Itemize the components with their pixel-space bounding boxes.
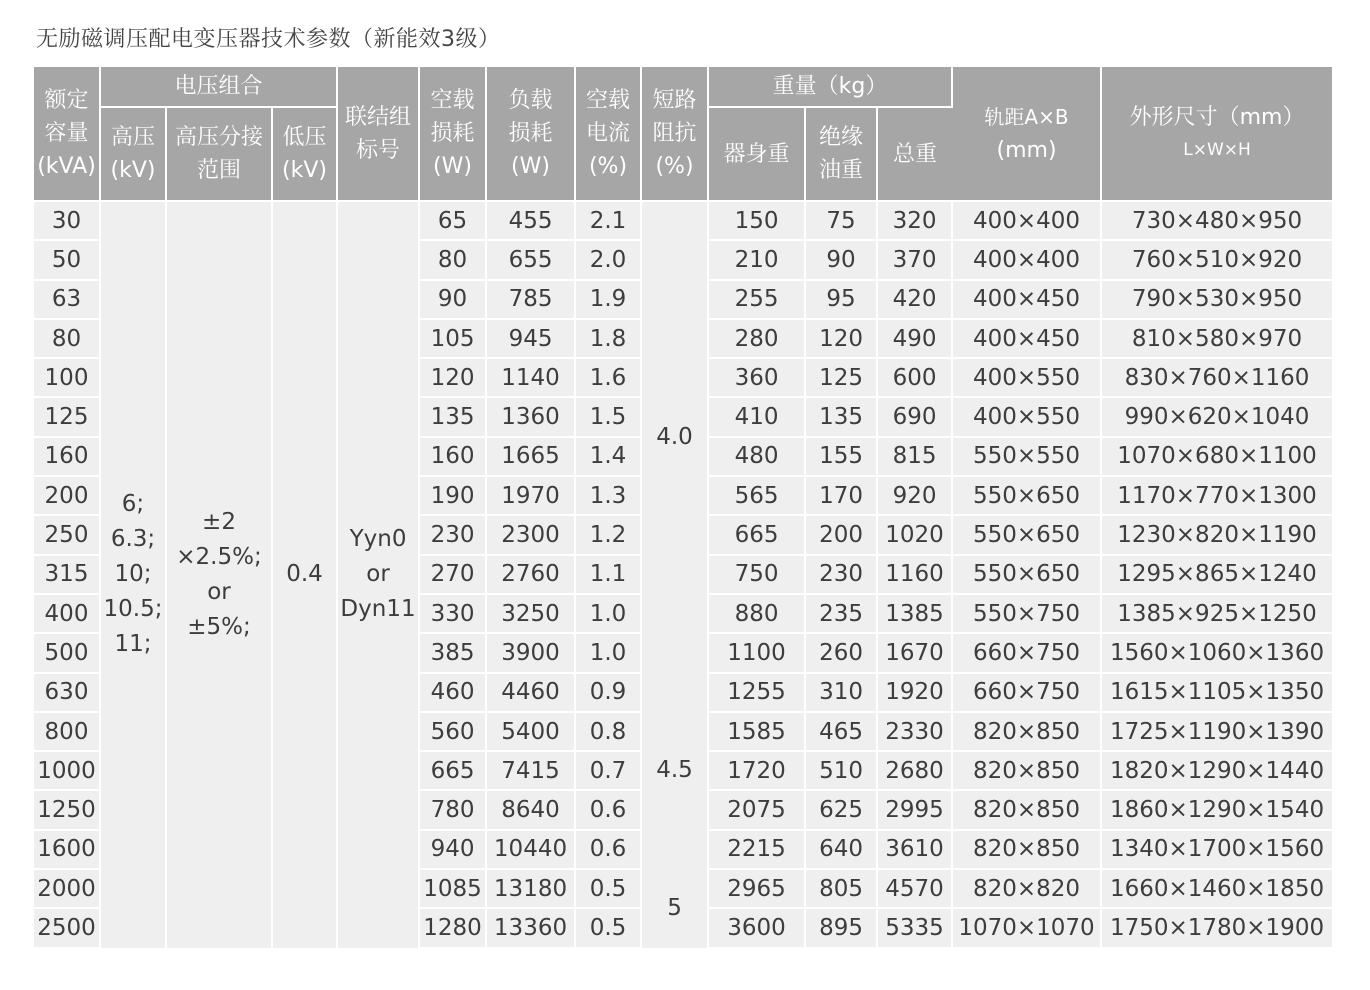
cell-dimensions: 1820×1290×1440 <box>1101 751 1332 790</box>
cell-oil-weight: 75 <box>805 201 877 240</box>
cell-no-load-current: 1.9 <box>575 280 641 319</box>
cell-load-loss: 2300 <box>486 515 575 554</box>
cell-total-weight: 2680 <box>877 751 952 790</box>
cell-oil-weight: 510 <box>805 751 877 790</box>
cell-total-weight: 1920 <box>877 673 952 712</box>
cell-body-weight: 210 <box>708 240 805 279</box>
cell-capacity: 2500 <box>34 908 100 947</box>
cell-body-weight: 410 <box>708 397 805 436</box>
cell-no-load-loss: 65 <box>419 201 486 240</box>
cell-capacity: 1000 <box>34 751 100 790</box>
cell-no-load-current: 1.5 <box>575 397 641 436</box>
cell-no-load-current: 2.1 <box>575 201 641 240</box>
cell-no-load-loss: 1280 <box>419 908 486 947</box>
cell-load-loss: 785 <box>486 280 575 319</box>
cell-gauge: 400×550 <box>952 397 1101 436</box>
cell-oil-weight: 170 <box>805 476 877 515</box>
cell-no-load-current: 1.6 <box>575 358 641 397</box>
header-impedance: 短路 阻抗 (%) <box>641 67 708 201</box>
cell-oil-weight: 640 <box>805 830 877 869</box>
cell-total-weight: 370 <box>877 240 952 279</box>
cell-load-loss: 1140 <box>486 358 575 397</box>
cell-no-load-current: 1.0 <box>575 633 641 672</box>
cell-total-weight: 815 <box>877 437 952 476</box>
cell-no-load-loss: 780 <box>419 790 486 829</box>
cell-capacity: 800 <box>34 712 100 751</box>
cell-total-weight: 3610 <box>877 830 952 869</box>
cell-no-load-loss: 385 <box>419 633 486 672</box>
header-hv-tap: 高压分接 范围 <box>166 107 272 201</box>
cell-no-load-current: 0.5 <box>575 908 641 947</box>
cell-oil-weight: 125 <box>805 358 877 397</box>
cell-body-weight: 880 <box>708 594 805 633</box>
cell-capacity: 200 <box>34 476 100 515</box>
header-lv: 低压 (kV) <box>272 107 337 201</box>
cell-body-weight: 2215 <box>708 830 805 869</box>
cell-oil-weight: 120 <box>805 319 877 358</box>
cell-oil-weight: 465 <box>805 712 877 751</box>
header-dimensions: 外形尺寸（mm） L×W×H <box>1101 67 1332 201</box>
cell-body-weight: 2075 <box>708 790 805 829</box>
cell-body-weight: 1255 <box>708 673 805 712</box>
cell-dimensions: 1860×1290×1540 <box>1101 790 1332 829</box>
header-hv: 高压 (kV) <box>100 107 166 201</box>
header-body-weight: 器身重 <box>708 107 805 201</box>
cell-hv-line: 6.3; <box>110 526 156 553</box>
cell-body-weight: 480 <box>708 437 805 476</box>
cell-no-load-current: 0.6 <box>575 830 641 869</box>
cell-oil-weight: 95 <box>805 280 877 319</box>
cell-no-load-loss: 560 <box>419 712 486 751</box>
cell-body-weight: 1585 <box>708 712 805 751</box>
cell-total-weight: 1670 <box>877 633 952 672</box>
cell-body-weight: 150 <box>708 201 805 240</box>
header-connection: 联结组 标号 <box>337 67 419 201</box>
cell-no-load-current: 1.3 <box>575 476 641 515</box>
cell-oil-weight: 90 <box>805 240 877 279</box>
cell-connection <box>337 201 419 948</box>
cell-no-load-current: 1.1 <box>575 555 641 594</box>
cell-gauge: 820×850 <box>952 790 1101 829</box>
cell-capacity: 500 <box>34 633 100 672</box>
cell-gauge: 550×650 <box>952 555 1101 594</box>
cell-dimensions: 1750×1780×1900 <box>1101 908 1332 947</box>
cell-body-weight: 2965 <box>708 869 805 908</box>
cell-no-load-loss: 230 <box>419 515 486 554</box>
cell-impedance: 4.0 <box>641 201 708 673</box>
cell-gauge: 1070×1070 <box>952 908 1101 947</box>
header-capacity: 额定 容量 (kVA) <box>34 67 100 201</box>
cell-oil-weight: 310 <box>805 673 877 712</box>
cell-load-loss: 3900 <box>486 633 575 672</box>
cell-load-loss: 3250 <box>486 594 575 633</box>
cell-dimensions: 1560×1060×1360 <box>1101 633 1332 672</box>
cell-capacity: 50 <box>34 240 100 279</box>
cell-dimensions: 1295×865×1240 <box>1101 555 1332 594</box>
cell-no-load-current: 0.8 <box>575 712 641 751</box>
cell-body-weight: 3600 <box>708 908 805 947</box>
cell-hv-tap-line: ×2.5%; <box>176 543 262 570</box>
cell-load-loss: 945 <box>486 319 575 358</box>
cell-capacity: 250 <box>34 515 100 554</box>
cell-hv-tap-line: or <box>207 578 231 605</box>
cell-no-load-current: 0.6 <box>575 790 641 829</box>
cell-no-load-current: 1.2 <box>575 515 641 554</box>
cell-capacity: 2000 <box>34 869 100 908</box>
cell-no-load-current: 1.0 <box>575 594 641 633</box>
cell-dimensions: 1385×925×1250 <box>1101 594 1332 633</box>
cell-load-loss: 4460 <box>486 673 575 712</box>
cell-oil-weight: 235 <box>805 594 877 633</box>
cell-gauge: 400×400 <box>952 240 1101 279</box>
cell-no-load-loss: 160 <box>419 437 486 476</box>
header-weight: 重量（kg） <box>708 67 952 107</box>
cell-gauge: 820×820 <box>952 869 1101 908</box>
cell-no-load-loss: 940 <box>419 830 486 869</box>
cell-no-load-loss: 665 <box>419 751 486 790</box>
cell-gauge: 820×850 <box>952 830 1101 869</box>
cell-total-weight: 1385 <box>877 594 952 633</box>
cell-dimensions: 1070×680×1100 <box>1101 437 1332 476</box>
cell-capacity: 630 <box>34 673 100 712</box>
cell-dimensions: 1660×1460×1850 <box>1101 869 1332 908</box>
cell-capacity: 63 <box>34 280 100 319</box>
cell-dimensions: 1725×1190×1390 <box>1101 712 1332 751</box>
cell-body-weight: 750 <box>708 555 805 594</box>
cell-load-loss: 1360 <box>486 397 575 436</box>
cell-no-load-loss: 135 <box>419 397 486 436</box>
cell-impedance: 5 <box>641 869 708 948</box>
cell-gauge: 400×550 <box>952 358 1101 397</box>
cell-total-weight: 690 <box>877 397 952 436</box>
cell-oil-weight: 260 <box>805 633 877 672</box>
cell-total-weight: 5335 <box>877 908 952 947</box>
cell-no-load-loss: 270 <box>419 555 486 594</box>
cell-no-load-current: 0.9 <box>575 673 641 712</box>
cell-gauge: 820×850 <box>952 712 1101 751</box>
cell-gauge: 550×750 <box>952 594 1101 633</box>
cell-hv-line: 10.5; <box>103 596 163 623</box>
cell-load-loss: 455 <box>486 201 575 240</box>
cell-dimensions: 1340×1700×1560 <box>1101 830 1332 869</box>
cell-capacity: 30 <box>34 201 100 240</box>
cell-capacity: 160 <box>34 437 100 476</box>
cell-dimensions: 830×760×1160 <box>1101 358 1332 397</box>
cell-load-loss: 13180 <box>486 869 575 908</box>
header-total-weight: 总重 <box>877 107 952 201</box>
cell-connection-line: Dyn11 <box>340 596 416 623</box>
cell-no-load-current: 1.4 <box>575 437 641 476</box>
cell-gauge: 550×650 <box>952 476 1101 515</box>
cell-gauge: 660×750 <box>952 673 1101 712</box>
cell-hv-tap-line: ±2 <box>202 508 236 535</box>
cell-total-weight: 920 <box>877 476 952 515</box>
cell-oil-weight: 200 <box>805 515 877 554</box>
cell-load-loss: 2760 <box>486 555 575 594</box>
cell-no-load-loss: 80 <box>419 240 486 279</box>
table-body <box>34 201 1332 948</box>
cell-body-weight: 565 <box>708 476 805 515</box>
cell-dimensions: 1170×770×1300 <box>1101 476 1332 515</box>
cell-no-load-loss: 330 <box>419 594 486 633</box>
cell-connection-line: or <box>366 561 390 588</box>
cell-body-weight: 1720 <box>708 751 805 790</box>
spec-table <box>34 67 1332 949</box>
cell-capacity: 1600 <box>34 830 100 869</box>
cell-no-load-loss: 190 <box>419 476 486 515</box>
cell-gauge: 550×650 <box>952 515 1101 554</box>
cell-impedance: 4.5 <box>641 673 708 869</box>
cell-hv-line: 11; <box>114 631 152 658</box>
cell-gauge: 820×850 <box>952 751 1101 790</box>
cell-load-loss: 1665 <box>486 437 575 476</box>
cell-dimensions: 990×620×1040 <box>1101 397 1332 436</box>
cell-total-weight: 1160 <box>877 555 952 594</box>
cell-lv: 0.4 <box>272 201 337 948</box>
cell-total-weight: 2330 <box>877 712 952 751</box>
page-title: 无励磁调压配电变压器技术参数（新能效3级） <box>36 27 501 52</box>
cell-dimensions: 1615×1105×1350 <box>1101 673 1332 712</box>
cell-capacity: 1250 <box>34 790 100 829</box>
cell-no-load-current: 0.7 <box>575 751 641 790</box>
cell-no-load-current: 2.0 <box>575 240 641 279</box>
cell-capacity: 100 <box>34 358 100 397</box>
cell-capacity: 400 <box>34 594 100 633</box>
cell-dimensions: 810×580×970 <box>1101 319 1332 358</box>
cell-oil-weight: 625 <box>805 790 877 829</box>
header-oil-weight: 绝缘 油重 <box>805 107 877 201</box>
cell-gauge: 550×550 <box>952 437 1101 476</box>
cell-total-weight: 490 <box>877 319 952 358</box>
cell-body-weight: 1100 <box>708 633 805 672</box>
cell-body-weight: 360 <box>708 358 805 397</box>
cell-load-loss: 7415 <box>486 751 575 790</box>
cell-hv-line: 6; <box>121 491 145 518</box>
cell-total-weight: 2995 <box>877 790 952 829</box>
cell-no-load-loss: 90 <box>419 280 486 319</box>
cell-hv-line: 10; <box>114 561 152 588</box>
cell-oil-weight: 230 <box>805 555 877 594</box>
cell-capacity: 125 <box>34 397 100 436</box>
header-no-load-loss: 空载 损耗 (W) <box>419 67 486 201</box>
header-load-loss: 负载 损耗 (W) <box>486 67 575 201</box>
cell-hv-tap <box>166 201 272 948</box>
cell-body-weight: 280 <box>708 319 805 358</box>
cell-body-weight: 665 <box>708 515 805 554</box>
cell-load-loss: 655 <box>486 240 575 279</box>
cell-load-loss: 10440 <box>486 830 575 869</box>
cell-total-weight: 4570 <box>877 869 952 908</box>
cell-oil-weight: 895 <box>805 908 877 947</box>
cell-hv-tap-line: ±5%; <box>187 613 251 640</box>
cell-dimensions: 790×530×950 <box>1101 280 1332 319</box>
cell-no-load-loss: 105 <box>419 319 486 358</box>
cell-body-weight: 255 <box>708 280 805 319</box>
cell-oil-weight: 805 <box>805 869 877 908</box>
cell-no-load-loss: 120 <box>419 358 486 397</box>
cell-total-weight: 600 <box>877 358 952 397</box>
cell-no-load-loss: 460 <box>419 673 486 712</box>
cell-gauge: 400×400 <box>952 201 1101 240</box>
cell-gauge: 400×450 <box>952 280 1101 319</box>
cell-load-loss: 13360 <box>486 908 575 947</box>
cell-gauge: 400×450 <box>952 319 1101 358</box>
cell-hv <box>100 201 166 948</box>
cell-no-load-current: 0.5 <box>575 869 641 908</box>
cell-load-loss: 5400 <box>486 712 575 751</box>
cell-total-weight: 1020 <box>877 515 952 554</box>
cell-gauge: 660×750 <box>952 633 1101 672</box>
cell-capacity: 315 <box>34 555 100 594</box>
table-row <box>34 201 1332 240</box>
cell-capacity: 80 <box>34 319 100 358</box>
cell-no-load-current: 1.8 <box>575 319 641 358</box>
cell-dimensions: 1230×820×1190 <box>1101 515 1332 554</box>
cell-load-loss: 1970 <box>486 476 575 515</box>
cell-load-loss: 8640 <box>486 790 575 829</box>
cell-connection-line: Yyn0 <box>349 526 407 553</box>
cell-oil-weight: 155 <box>805 437 877 476</box>
cell-no-load-loss: 1085 <box>419 869 486 908</box>
cell-dimensions: 760×510×920 <box>1101 240 1332 279</box>
cell-dimensions: 730×480×950 <box>1101 201 1332 240</box>
cell-oil-weight: 135 <box>805 397 877 436</box>
header-no-load-current: 空载 电流 (%) <box>575 67 641 201</box>
cell-total-weight: 420 <box>877 280 952 319</box>
header-gauge: 轨距A×B (mm) <box>952 67 1101 201</box>
cell-total-weight: 320 <box>877 201 952 240</box>
header-voltage-group: 电压组合 <box>100 67 337 107</box>
